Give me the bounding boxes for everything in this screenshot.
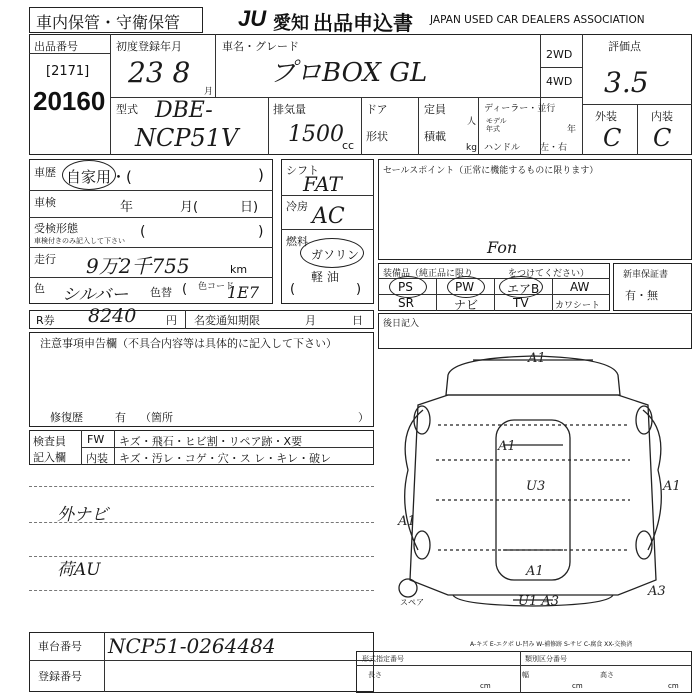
selling-points-label: セールスポイント（正常に機能するものに限ります）	[383, 166, 599, 176]
inspection-label: 車検	[34, 196, 56, 209]
equip-aw: AW	[570, 280, 590, 294]
fuel-label: 燃料	[286, 235, 308, 248]
inspector-fw: FW	[87, 433, 105, 446]
load-label: 積載	[424, 130, 446, 143]
handle-options: 左・右	[540, 143, 568, 153]
repair-place: （箇所	[140, 411, 173, 424]
equip-pw: PW	[455, 280, 475, 294]
shape-label: 形状	[366, 130, 388, 143]
history-close: )	[258, 166, 264, 184]
repair-close: ）	[358, 411, 369, 424]
width-label: 幅	[522, 671, 529, 679]
chassis-value: NCP51-0264484	[108, 634, 276, 658]
model-name-value: プロBOX GL	[270, 58, 428, 88]
recycle-value: 8240	[88, 305, 137, 327]
recycle-unit: 円	[166, 314, 177, 327]
color-paren: (	[182, 282, 188, 297]
recycle-label: R券	[36, 314, 55, 327]
type-designation-label: 形式指定番号	[362, 655, 404, 663]
interior-grade: C	[653, 124, 672, 152]
fuel-paren-close: )	[356, 282, 362, 297]
equip-sr: SR	[398, 296, 414, 310]
lot-number: 20160	[33, 86, 106, 116]
diagram-mark-hood: A1	[498, 439, 516, 454]
model-year-label1: モデル	[486, 117, 507, 125]
lot-label: 出品番号	[34, 40, 78, 53]
length-unit: cm	[480, 682, 491, 690]
warranty-label: 新車保証書	[623, 270, 669, 280]
remarks-label: 注意事項申告欄（不具合内容等は具体的に記入して下さい）	[40, 337, 337, 350]
fuel-gasoline: ガソリン	[311, 248, 360, 262]
equip-airbag: エアB	[507, 282, 540, 296]
mileage-unit: km	[230, 263, 248, 276]
acceptance-note: 車検付きのみ記入して下さい	[34, 237, 125, 245]
equipment-handwritten: Fon	[487, 238, 518, 257]
equip-sheet: カワシート	[555, 301, 601, 311]
logo-city: 愛知	[273, 13, 309, 33]
ju-logo: JU	[238, 6, 267, 31]
equip-ps-circle	[389, 276, 427, 298]
history-selected-circle	[62, 160, 116, 190]
color-code-value: 1E7	[227, 283, 260, 302]
car-damage-diagram	[378, 350, 692, 610]
dealer-label: ディーラー・並行	[484, 104, 556, 114]
capacity-label: 定員	[424, 103, 446, 116]
model-year-label2: 年式	[486, 125, 500, 133]
exterior-grade: C	[603, 124, 622, 152]
type-label: 型式	[116, 103, 138, 116]
door-label: ドア	[366, 103, 388, 116]
drive-4wd: 4WD	[546, 75, 573, 88]
grade-label: 評価点	[608, 40, 641, 53]
model-name-label: 車名・グレード	[222, 40, 299, 53]
fuel-diesel: 軽 油	[311, 270, 339, 284]
repaint-label: 色替	[150, 286, 172, 299]
fuel-selected-circle	[300, 238, 364, 268]
inspection-day: 日)	[240, 200, 259, 215]
post-entry-label: 後日記入	[383, 319, 420, 329]
capacity-unit: 人	[467, 117, 477, 127]
equipment-label-tail: をつけてください）	[508, 269, 590, 279]
load-unit: kg	[466, 143, 477, 153]
equip-ps: PS	[398, 280, 413, 294]
handle-label: ハンドル	[484, 143, 521, 153]
warranty-options: 有・無	[625, 289, 658, 302]
displacement-value: 1500	[288, 122, 344, 147]
type-line2: NCP51V	[135, 124, 239, 152]
grade-value: 3.5	[604, 66, 649, 99]
aircon-value: AC	[312, 204, 345, 229]
drive-2wd: 2WD	[546, 48, 573, 61]
color-code-label: 色コード	[198, 282, 235, 292]
displacement-unit: cc	[342, 139, 355, 152]
reg-number-label: 登録番号	[38, 670, 82, 683]
registration-value: 23 8	[128, 56, 191, 89]
diagram-mark-rear: U1 A3	[518, 594, 560, 609]
history-label: 車歴	[34, 166, 56, 179]
equip-navi: ナビ	[454, 298, 479, 312]
equipment-label: 装備品（純正品に限り	[383, 269, 474, 279]
acceptance-label: 受検形態	[34, 222, 78, 235]
inspection-month: 月(	[180, 200, 199, 215]
type-line1: DBE-	[155, 98, 213, 123]
shift-value: FAT	[303, 172, 342, 196]
inspector-label: 検査員	[33, 435, 66, 448]
mileage-label: 走行	[34, 253, 56, 266]
name-change-month: 月	[305, 314, 316, 327]
equip-pw-circle	[447, 276, 485, 298]
color-label: 色	[34, 282, 45, 295]
inspector-row2: キズ・汚レ・コゲ・穴・ス レ・キレ・破レ	[119, 452, 332, 465]
name-change-label: 名変通知期限	[194, 314, 260, 327]
exterior-label: 外装	[595, 110, 617, 123]
interior-label: 内装	[651, 110, 673, 123]
post-entry-block	[378, 313, 692, 349]
registration-month-mark: 月	[204, 87, 214, 97]
year-unit: 年	[567, 125, 577, 135]
diagram-spare-label: スペア	[400, 598, 424, 607]
acceptance-open: (	[140, 224, 146, 240]
diagram-mark-tail: A1	[526, 564, 544, 579]
storage-label: 車内保管・守衛保管	[36, 13, 181, 32]
mileage-value: 9万2千755	[86, 254, 190, 278]
diagram-mark-front: A1	[528, 351, 546, 366]
fuel-paren-open: (	[290, 282, 296, 297]
length-label: 長さ	[368, 671, 382, 679]
diagram-mark-right: A1	[663, 479, 681, 494]
lot-bracket-number: [2171]	[46, 64, 90, 79]
chassis-label: 車台番号	[38, 640, 82, 653]
diagram-mark-rear-corner: A3	[648, 584, 666, 599]
form-title: 出品申込書	[313, 13, 413, 35]
aircon-label: 冷房	[286, 200, 308, 213]
acceptance-close: )	[258, 224, 264, 240]
history-value: 自家用・(	[66, 168, 132, 186]
inspector-interior: 内装	[86, 452, 108, 465]
repair-label: 修復歴	[50, 411, 83, 424]
damage-legend: A-キズ E-エクボ U-凹み W-補修跡 S-サビ C-腐食 XX-交換済	[470, 641, 633, 648]
displacement-label: 排気量	[273, 103, 306, 116]
inspector-label2: 記入欄	[33, 451, 66, 464]
class-number-label: 類別区分番号	[525, 655, 567, 663]
equip-airbag-circle	[499, 276, 543, 298]
name-change-day: 日	[352, 314, 363, 327]
height-unit: cm	[668, 682, 679, 690]
diagram-mark-left: A1	[398, 514, 416, 529]
note-line2: 荷AU	[57, 560, 101, 580]
color-value: シルバー	[62, 285, 129, 305]
diagram-mark-roof: U3	[526, 479, 546, 494]
registration-label: 初度登録年月	[116, 40, 182, 53]
height-label: 高さ	[600, 671, 614, 679]
association-name: JAPAN USED CAR DEALERS ASSOCIATION	[430, 14, 645, 26]
equip-tv: TV	[513, 296, 529, 310]
note-line1: 外ナビ	[57, 505, 108, 525]
inspection-year: 年	[120, 200, 134, 215]
inspector-row1: キズ・飛石・ヒビ割・リペア跡・X要	[119, 435, 303, 448]
shift-label: シフト	[286, 164, 319, 177]
repair-value: 有	[115, 411, 126, 424]
width-unit: cm	[572, 682, 583, 690]
